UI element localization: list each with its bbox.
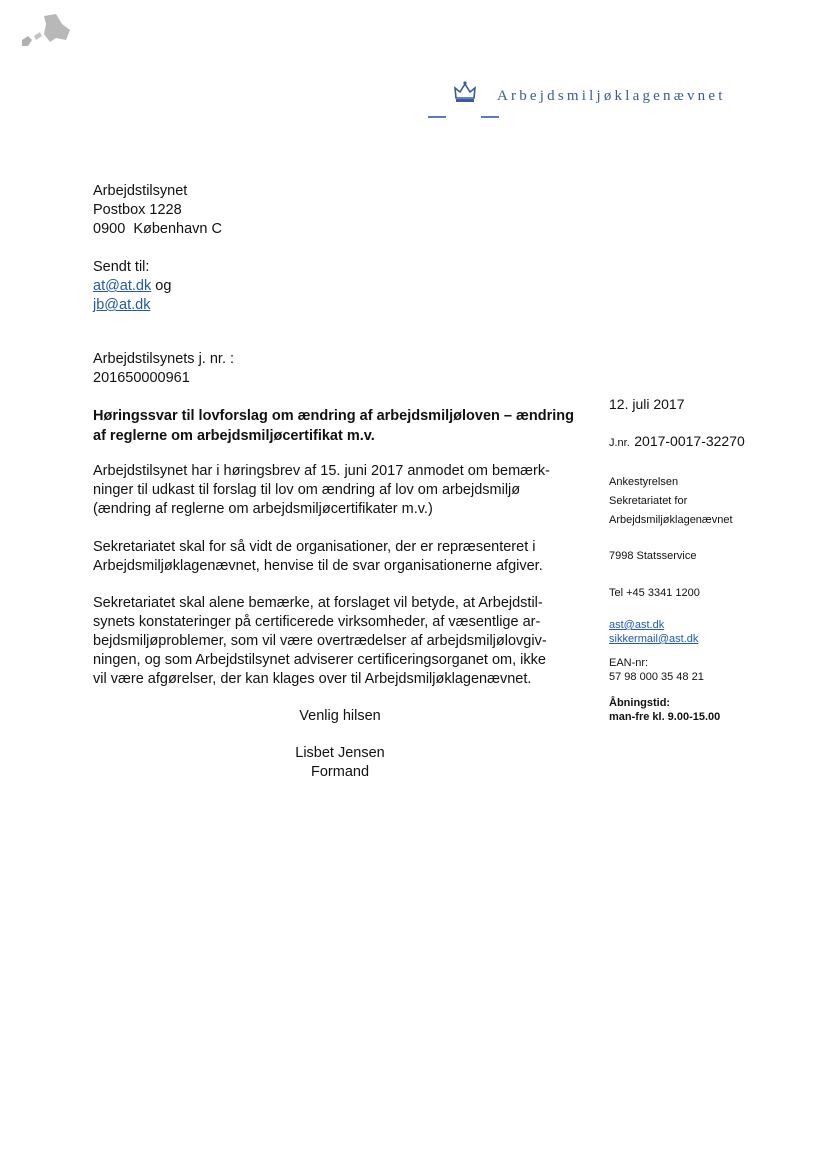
sender-emails bbox=[609, 618, 698, 646]
logo-rule-left bbox=[428, 116, 446, 118]
body-paragraph-1 bbox=[93, 462, 585, 519]
sent-to-label: Sendt til: bbox=[93, 259, 150, 275]
agency-name: Ankestyrelsen bbox=[609, 476, 679, 488]
ean-value: 57 98 000 35 48 21 bbox=[609, 671, 704, 683]
paragraph-line: (ændring af reglerne om arbejdsmiljøcertifikater m.v.) bbox=[93, 501, 433, 517]
secretariat-name: Sekretariatet for bbox=[609, 495, 688, 507]
ean-block bbox=[609, 656, 704, 684]
body-paragraph-3 bbox=[93, 594, 585, 689]
case-number bbox=[609, 433, 745, 451]
sender-agency bbox=[609, 473, 733, 530]
opening-hours bbox=[609, 696, 720, 724]
recipient-address bbox=[93, 182, 222, 239]
ean-label: EAN-nr: bbox=[609, 657, 649, 669]
signer-name: Lisbet Jensen bbox=[295, 745, 385, 761]
paragraph-line: Arbejdsmiljøklagenævnet, henvise til de svar organisationerne afgiver. bbox=[93, 558, 543, 574]
paragraph-line: ningen, og som Arbejdstilsynet adviserer certificeringsorganet om, ikke bbox=[93, 652, 546, 668]
signer-title: Formand bbox=[310, 764, 370, 780]
email-link-jb[interactable]: jb@at.dk bbox=[93, 297, 151, 313]
paragraph-line: bejdsmiljøproblemer, som vil være overtrædelser af arbejdsmiljølovgiv- bbox=[93, 633, 547, 649]
email-link-ast[interactable]: ast@ast.dk bbox=[609, 619, 665, 631]
paragraph-line: Arbejdstilsynet har i høringsbrev af 15. juni 2017 anmodet om bemærk- bbox=[93, 463, 550, 479]
letter-date: 12. juli 2017 bbox=[609, 396, 685, 412]
email-link-sikkermail[interactable]: sikkermail@ast.dk bbox=[609, 633, 699, 645]
paragraph-line: Sekretariatet skal alene bemærke, at forslaget vil betyde, at Arbejdstil- bbox=[93, 595, 543, 611]
hours-label: Åbningstid: bbox=[609, 697, 671, 709]
reference-block bbox=[93, 350, 234, 388]
reference-number: 201650000961 bbox=[93, 370, 190, 386]
paragraph-line: ninger til udkast til forslag til lov om ændring af lov om arbejdsmiljø bbox=[93, 482, 521, 498]
closing-greeting: Venlig hilsen bbox=[299, 708, 381, 724]
paragraph-line: vil være afgørelser, der kan klages over til Arbejdsmiljøklagenævnet. bbox=[93, 671, 532, 687]
case-number-value: 2017-0017-32270 bbox=[634, 433, 745, 449]
recipient-postbox: Postbox 1228 bbox=[93, 202, 182, 218]
letter-subject: Høringssvar til lovforslag om ændring af arbejdsmiljøloven – ændring af reglerne om arbejdsmiljøcertifikat m.v. bbox=[93, 408, 574, 444]
body-paragraph-2 bbox=[93, 538, 585, 576]
paragraph-line: synets konstateringer på certificerede virksomheder, af væsentlige ar- bbox=[93, 614, 541, 630]
scan-artifact bbox=[16, 10, 76, 50]
hours-value: man-fre kl. 9.00-15.00 bbox=[609, 711, 721, 723]
paragraph-line: Sekretariatet skal for så vidt de organisationer, der er repræsenteret i bbox=[93, 539, 536, 555]
case-number-label: J.nr. bbox=[609, 437, 630, 449]
postal-address: 7998 Statsservice bbox=[609, 550, 697, 562]
recipient-name: Arbejdstilsynet bbox=[93, 183, 188, 199]
board-name: Arbejdsmiljøklagenævnet bbox=[609, 514, 733, 526]
recipient-city: 0900 København C bbox=[93, 221, 222, 237]
sent-to-connector: og bbox=[151, 278, 172, 294]
phone-number: Tel +45 3341 1200 bbox=[609, 587, 700, 599]
email-link-at[interactable]: at@at.dk bbox=[93, 278, 152, 294]
crown-logo-icon bbox=[452, 80, 478, 104]
sent-to-block bbox=[93, 258, 171, 315]
organization-name: Arbejdsmiljøklagenævnet bbox=[497, 88, 726, 104]
reference-label: Arbejdstilsynets j. nr. : bbox=[93, 351, 235, 367]
logo-rule-right bbox=[481, 116, 499, 118]
